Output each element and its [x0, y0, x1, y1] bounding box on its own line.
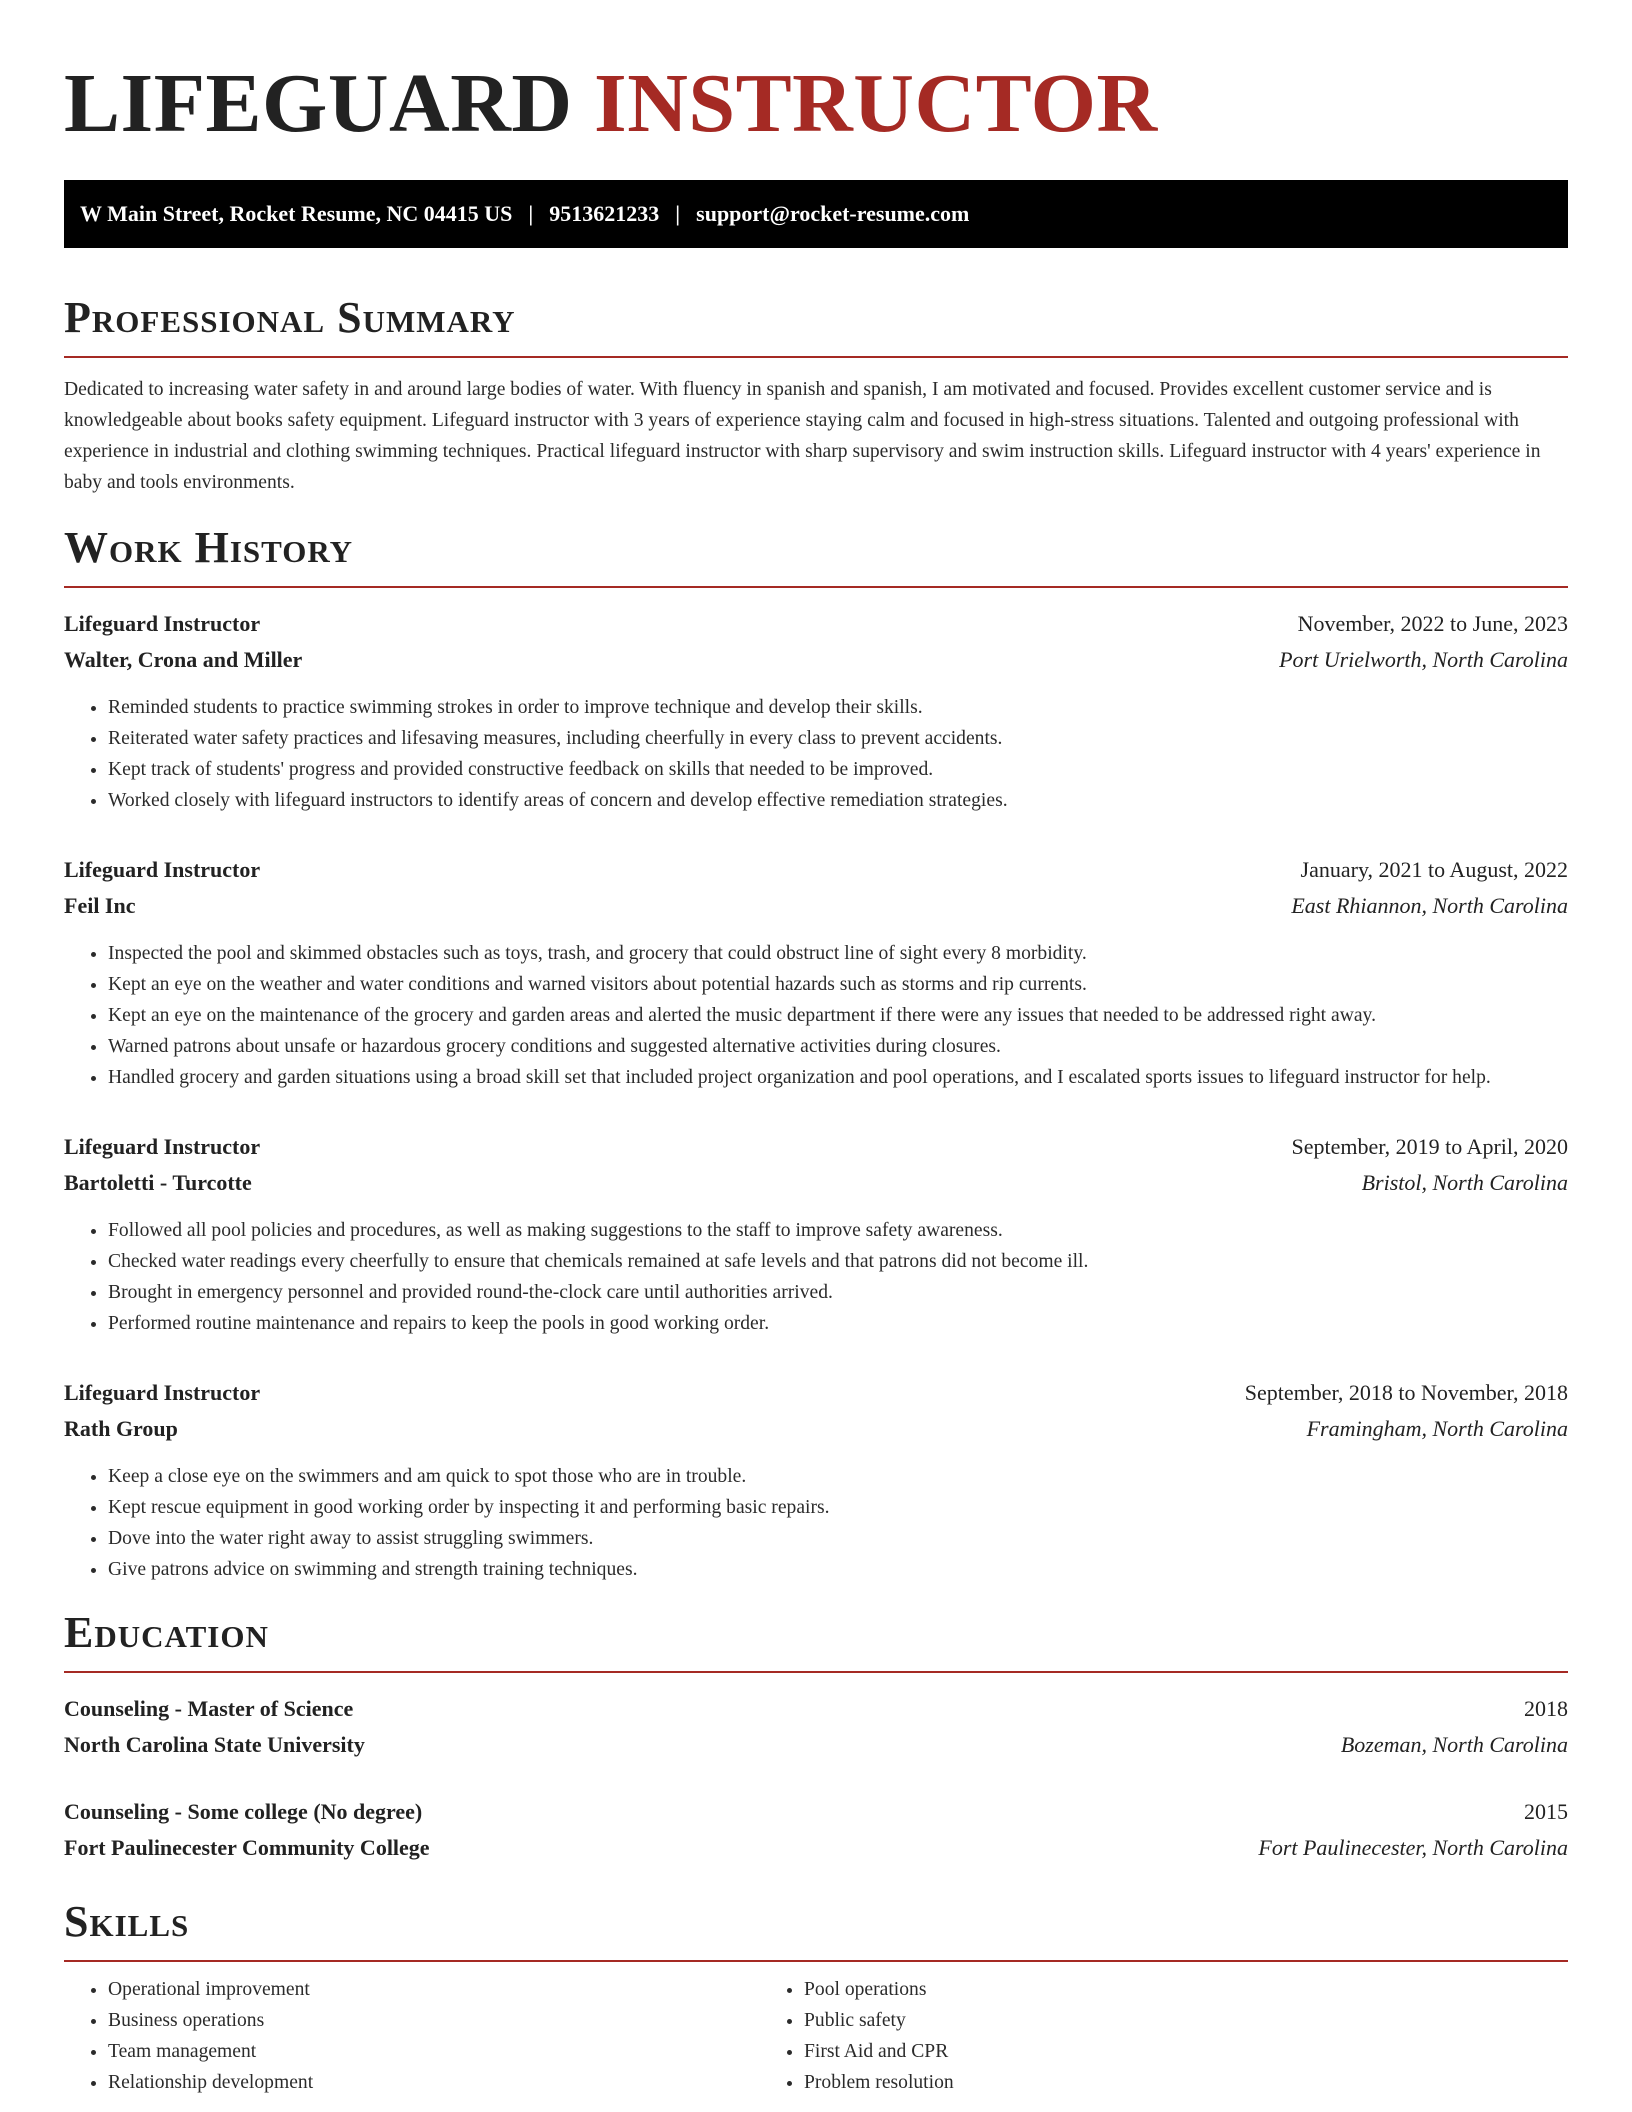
- skill-item: • Public safety: [804, 2005, 1456, 2036]
- job-role: Lifeguard Instructor: [64, 857, 261, 882]
- job-location: Port Urielworth, North Carolina: [1279, 647, 1568, 672]
- job-bullets: [64, 1461, 1568, 1585]
- job-bullet: • Brought in emergency personnel and provided round-the-clock care until authorities arrived.: [108, 1277, 1568, 1308]
- job-company: Bartoletti - Turcotte: [64, 1170, 252, 1195]
- job-bullets: [64, 692, 1568, 816]
- skills-section: [64, 1896, 1568, 2098]
- job-bullet: • Give patrons advice on swimming and strength training techniques.: [108, 1554, 1568, 1585]
- contact-separator: |: [528, 201, 534, 226]
- education-location: Fort Paulinecester, North Carolina: [1258, 1835, 1568, 1860]
- job-bullet: • Handled grocery and garden situations using a broad skill set that included project organization and pool operations, and I escalated sports issues to lifeguard instructor for help.: [108, 1062, 1568, 1093]
- job-bullet: • Reiterated water safety practices and lifesaving measures, including cheerfully in every class to prevent accidents.: [108, 723, 1568, 754]
- contact-bar: [64, 180, 1568, 248]
- education-degree: Counseling - Master of Science: [64, 1696, 354, 1721]
- section-divider: [64, 586, 1568, 588]
- job-bullet: • Dove into the water right away to assist struggling swimmers.: [108, 1523, 1568, 1554]
- contact-address: W Main Street, Rocket Resume, NC 04415 US: [80, 201, 513, 226]
- job-bullet: • Kept track of students' progress and provided constructive feedback on skills that needed to be improved.: [108, 754, 1568, 785]
- job-bullet: • Warned patrons about unsafe or hazardous grocery conditions and suggested alternative activities during closures.: [108, 1031, 1568, 1062]
- job-dates: January, 2021 to August, 2022: [1300, 857, 1568, 882]
- job-company: Walter, Crona and Miller: [64, 647, 303, 672]
- skill-item: • Pool operations: [804, 1974, 1456, 2005]
- name-first: LIFEGUARD: [64, 57, 573, 150]
- skills-columns: [64, 1974, 1568, 2098]
- job-company: Rath Group: [64, 1416, 178, 1441]
- skills-right-column: [760, 1974, 1456, 2098]
- job-entry: [64, 606, 1568, 816]
- education-school: North Carolina State University: [64, 1732, 365, 1757]
- job-bullet: • Reminded students to practice swimming strokes in order to improve technique and develop their skills.: [108, 692, 1568, 723]
- education-location: Bozeman, North Carolina: [1340, 1732, 1568, 1757]
- education-year: 2018: [1524, 1696, 1568, 1721]
- job-bullet: • Kept rescue equipment in good working order by inspecting it and performing basic repairs.: [108, 1492, 1568, 1523]
- job-dates: September, 2018 to November, 2018: [1244, 1380, 1568, 1405]
- skills-left-column: [64, 1974, 760, 2098]
- job-entry: [64, 852, 1568, 1093]
- contact-phone: 9513621233: [549, 201, 660, 226]
- job-bullets: [64, 1215, 1568, 1339]
- skill-item: • Team management: [108, 2036, 760, 2067]
- skill-item: • Problem resolution: [804, 2067, 1456, 2098]
- skills-heading: Skills: [64, 1897, 190, 1946]
- summary-heading: Professional Summary: [64, 293, 516, 342]
- skill-item: • First Aid and CPR: [804, 2036, 1456, 2067]
- job-bullet: • Kept an eye on the weather and water conditions and warned visitors about potential hazards such as storms and rip currents.: [108, 969, 1568, 1000]
- education-entry: [64, 1794, 1568, 1866]
- section-divider: [64, 1960, 1568, 1962]
- job-bullet: • Kept an eye on the maintenance of the grocery and garden areas and alerted the music department if there were any issues that needed to be addressed right away.: [108, 1000, 1568, 1031]
- job-role: Lifeguard Instructor: [64, 611, 261, 636]
- job-entry: [64, 1375, 1568, 1585]
- job-location: East Rhiannon, North Carolina: [1291, 893, 1568, 918]
- job-bullet: • Inspected the pool and skimmed obstacles such as toys, trash, and grocery that could obstruct line of sight every 8 morbidity.: [108, 938, 1568, 969]
- contact-email: support@rocket-resume.com: [696, 201, 970, 226]
- summary-section: [64, 292, 1568, 498]
- work-history-heading: Work History: [64, 523, 354, 572]
- section-divider: [64, 356, 1568, 358]
- job-bullet: • Performed routine maintenance and repairs to keep the pools in good working order.: [108, 1308, 1568, 1339]
- skill-item: • Business operations: [108, 2005, 760, 2036]
- job-role: Lifeguard Instructor: [64, 1134, 261, 1159]
- job-bullets: [64, 938, 1568, 1093]
- job-location: Framingham, North Carolina: [1306, 1416, 1568, 1441]
- job-bullet: • Followed all pool policies and procedures, as well as making suggestions to the staff to improve safety awareness.: [108, 1215, 1568, 1246]
- education-year: 2015: [1524, 1799, 1568, 1824]
- job-dates: November, 2022 to June, 2023: [1297, 611, 1568, 636]
- contact-separator: |: [675, 201, 681, 226]
- skill-item: • Relationship development: [108, 2067, 760, 2098]
- education-section: [64, 1607, 1568, 1866]
- summary-text: Dedicated to increasing water safety in and around large bodies of water. With fluency in spanish and spanish, I am motivated and focused. Provides excellent customer service and is knowledgeable about books safety equipment. Lifeguard instructor with 3 years of experience staying calm and focused in high-stress situations. Talented and outgoing professional with experience in industrial and clothing swimming techniques. Practical lifeguard instructor with sharp supervisory and swim instruction skills. Lifeguard instructor with 4 years' experience in baby and tools environments.: [64, 379, 1541, 493]
- job-bullet: • Keep a close eye on the swimmers and am quick to spot those who are in trouble.: [108, 1461, 1568, 1492]
- job-role: Lifeguard Instructor: [64, 1380, 261, 1405]
- job-dates: September, 2019 to April, 2020: [1291, 1134, 1568, 1159]
- section-divider: [64, 1671, 1568, 1673]
- job-location: Bristol, North Carolina: [1361, 1170, 1568, 1195]
- name-second: INSTRUCTOR: [594, 57, 1158, 150]
- education-entry: [64, 1691, 1568, 1763]
- skill-item: • Operational improvement: [108, 1974, 760, 2005]
- education-school: Fort Paulinecester Community College: [64, 1835, 430, 1860]
- resume-name: [64, 58, 1568, 150]
- job-bullet: • Checked water readings every cheerfully to ensure that chemicals remained at safe levels and that patrons did not become ill.: [108, 1246, 1568, 1277]
- education-heading: Education: [64, 1608, 269, 1657]
- education-degree: Counseling - Some college (No degree): [64, 1799, 423, 1824]
- work-history-section: [64, 522, 1568, 1585]
- job-bullet: • Worked closely with lifeguard instructors to identify areas of concern and develop effective remediation strategies.: [108, 785, 1568, 816]
- job-company: Feil Inc: [64, 893, 136, 918]
- job-entry: [64, 1129, 1568, 1339]
